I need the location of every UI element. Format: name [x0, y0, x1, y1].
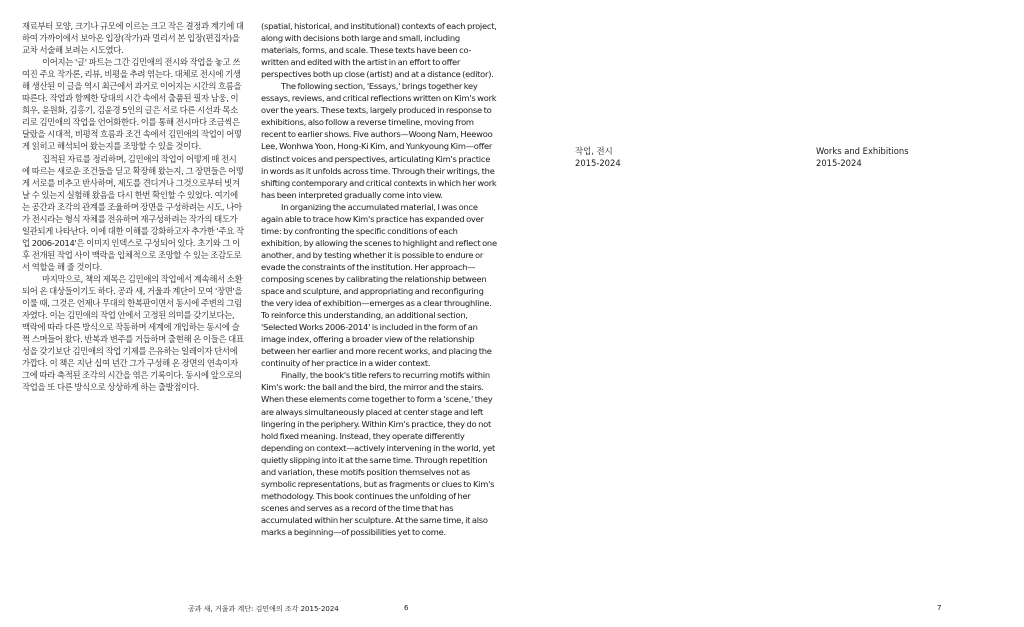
english-paragraph-2: The following section, 'Essays,' brings together key essays, reviews, and critical reflections written on Kim's work over the years. These texts, largely produced in response to exhibitions, also follow a reverse timeline, moving from recent to earlier shows. Five authors—Woong Nam, Heewoo Lee, Wonhwa Yoon, Hong-Ki Kim, and Yunkyoung Kim—offer distinct voices and perspectives, articulating Kim's practice in words as it unfolds across time. Through their writings, the shifting contemporary and critical contexts in which her work has been interpreted gradually come into view. — [261, 81, 497, 200]
english-paragraph-4: Finally, the book's title refers to recurring motifs within Kim's work: the ball and the bird, the mirror and the stairs. When these elements come together to form a 'scene,' they are always simultaneously placed at center stage and left lingering in the periphery. Within Kim's practice, they do not hold fixed meaning. Instead, they operate differently depending on context—actively intervening in the world, yet quietly slipping into it at the same time. Through repetition and variation, these motifs position themselves not as symbolic representations, but as fragments or clues to Kim's methodology. This book continues the unfolding of her scenes and serves as a record of the time that has accumulated within her sculpture. At the same time, it also marks a beginning—of possibilities yet to come. — [261, 370, 496, 537]
korean-paragraph-1: 재료부터 모양, 크기나 규모에 이르는 크고 작은 결정과 계기에 대하여 가까이에서 보아온 입장(작가)과 멀리서 본 입장(편집자)을 교차 서술해 보려는 시도였다. — [22, 21, 244, 56]
right-page — [512, 0, 1024, 627]
section-title-en-text: Works and Exhibitions — [816, 146, 909, 156]
korean-paragraph-3: 집적된 자료를 정리하며, 김민애의 작업이 어떻게 매 전시에 따르는 새로운 조건들을 딛고 확장해 왔는지, 그 장면들은 어떻게 서로를 비추고 반사하며, 제도를 견디거나 그것으로부터 빗겨날 수 있는지 실험해 왔음을 다시 한번 확인할 수 있었다. 여기에는 공간과 조각의 관계를 조율하며 장면을 구성하려는 시도, 나아가 전시라는 형식 자체를 전유하며 재구성하려는 작가의 태도가 일관되게 나타난다. 이에 대한 이해를 강화하고자 추가한 '주요 작업 2006-2014'은 이미지 인덱스로 구성되어 있다. 초기와 그 이후 전개된 작업 사이 맥락을 입체적으로 조망할 수 있는 조감도로서 역할을 해 줄 것이다. — [22, 153, 244, 272]
section-years-en: 2015-2024 — [816, 158, 862, 168]
english-paragraph-3: In organizing the accumulated material, I was once again able to trace how Kim's practice has expanded over time: by confronting the specific conditions of each exhibition, by allowing the scenes to highlight and reflect one another, and by testing whether it is possible to endure or evade the constraints of the institution. Her approach—composing scenes by calibrating the relationship between space and sculpture, and appropriating and reconfiguring the very idea of exhibition—emerges as a clear throughline. To reinforce this understanding, an additional section, 'Selected Works 2006-2014' is included in the form of an image index, offering a broader view of the relationship between her earlier and more recent works, and placing the continuity of her practice in a wider context. — [261, 201, 497, 369]
english-paragraph-1: (spatial, historical, and institutional) contexts of each project, along with decisions both large and small, including materials, forms, and scale. These texts have been co-written and edited with the artist in an effort to offer perspectives both up close (artist) and at a distance (editor). — [261, 21, 497, 80]
page-number-left: 6 — [404, 604, 409, 612]
english-text-column — [261, 20, 497, 538]
korean-text-column — [22, 20, 244, 393]
korean-paragraph-4: 마지막으로, 책의 제목은 김민애의 작업에서 계속해서 소환되어 온 대상들이기도 하다. 공과 새, 거울과 계단이 모여 '장면'을 이룰 때, 그것은 언제나 무대의 한복판이면서 동시에 주변의 그림자였다. 이는 김민애의 작업 안에서 고정된 의미를 갖기보다는, 맥락에 따라 다른 방식으로 작동하며 세계에 개입하는 동시에 슬쩍 스며들어 왔다. 반복과 변주를 거듭하며 출현해 온 이들은 대표성을 갖기보단 김민애의 작업 기제를 은유하는 일레이자 단서에 가깝다. 이 책은 지난 십여 년간 그가 구성해 온 장면의 연속이자 그에 따라 축적된 조각의 시간을 엮은 기록이다. 동시에 앞으로의 작업을 또 다른 방식으로 상상하게 하는 출발점이다. — [22, 273, 244, 393]
running-footer-title: 공과 새, 거울과 계단: 김민애의 조각 2015-2024 — [188, 605, 339, 613]
section-title-english — [816, 145, 909, 169]
page-number-right: 7 — [937, 604, 942, 612]
section-title-korean — [575, 145, 621, 169]
korean-paragraph-2: 이어지는 '글' 파트는 그간 김민애의 전시와 작업을 놓고 쓰여진 주요 작가론, 리뷰, 비평을 추려 엮는다. 대체로 전시에 기생해 생산된 이 글을 역시 최근에서 과거로 이어지는 시간의 흐름을 따른다. 작업과 함께한 당대의 시간 속에서 출품된 필자 남웅, 이희우, 윤원화, 김홍기, 김윤경 5인의 글은 서로 다른 시선과 목소리로 김민애의 작업을 언어화한다. 이를 통해 전시마다 조금씩은 달랐을 시대적, 비평적 흐름과 조건 속에서 김민애의 작업이 어떻게 읽히고 해석되어 왔는지를 조망할 수 있을 것이다. — [22, 57, 242, 152]
section-years-ko: 2015-2024 — [575, 158, 621, 168]
section-title-ko-text: 작업, 전시 — [575, 146, 613, 156]
